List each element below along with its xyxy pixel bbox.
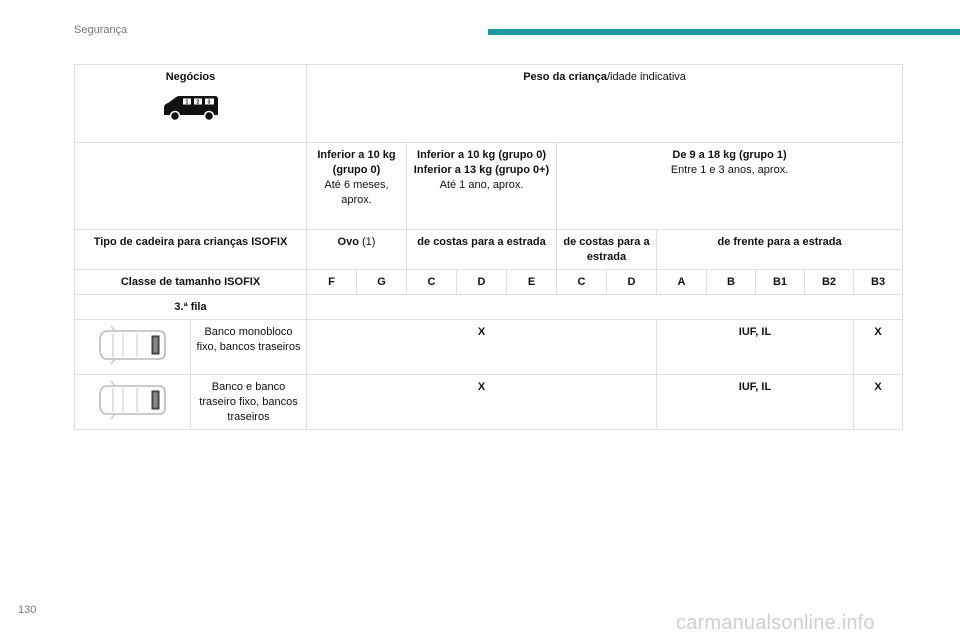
seat-rear-facing-value: X [307, 375, 657, 430]
seat-isofix-value: IUF, IL [657, 375, 854, 430]
weight-group-1-label: De 9 a 18 kg (grupo 1) [672, 149, 787, 161]
svg-text:1: 1 [185, 99, 188, 106]
seat-type-label: Tipo de cadeira para crianças ISOFIX [75, 230, 307, 270]
size-class-cell: D [607, 270, 657, 295]
size-class-label: Classe de tamanho ISOFIX [75, 270, 307, 295]
child-weight-header-rest: /idade indicativa [607, 71, 686, 83]
size-class-cell: B3 [854, 270, 903, 295]
header-accent-bar [488, 29, 960, 35]
size-class-cell: D [457, 270, 507, 295]
vehicle-header-cell [75, 65, 307, 143]
seat-type-forward-facing: de frente para a estrada [657, 230, 903, 270]
car-topview-icon [97, 380, 169, 420]
svg-text:3: 3 [207, 99, 210, 106]
seat-type-ovo: Ovo [337, 236, 359, 248]
size-class-cell: F [307, 270, 357, 295]
size-class-cell: B2 [805, 270, 854, 295]
seat-name-cell: Banco e banco traseiro fixo, bancos traseiros [191, 375, 307, 430]
size-class-cell: B1 [756, 270, 805, 295]
weight-group-0-label: Inferior a 10 kg (grupo 0) [317, 149, 396, 176]
weight-group-1-age: Entre 1 e 3 anos, aprox. [670, 164, 789, 176]
size-class-cell: G [357, 270, 407, 295]
header-title: Segurança [74, 24, 128, 36]
size-class-cell: A [657, 270, 707, 295]
seat-diagram-cell [75, 375, 191, 430]
weight-group-1-cell [557, 143, 903, 230]
car-topview-icon [97, 325, 169, 365]
seat-type-rear-facing-2: de costas para a estrada [557, 230, 657, 270]
child-weight-header-bold: Peso da criança [523, 71, 607, 83]
vehicle-header-label: Negócios [165, 71, 216, 83]
child-weight-header-cell [307, 65, 903, 143]
size-class-cell: B [707, 270, 756, 295]
weight-group-0plus-label-1: Inferior a 10 kg (grupo 0) [417, 149, 546, 161]
seat-isofix-value: IUF, IL [657, 320, 854, 375]
watermark: carmanualsonline.info [676, 612, 875, 634]
page-number: 130 [18, 604, 37, 616]
size-class-cell: E [507, 270, 557, 295]
seat-type-ovo-note: (1) [358, 236, 376, 248]
weight-group-0plus-cell [407, 143, 557, 230]
svg-text:2: 2 [196, 99, 199, 106]
seat-rear-facing-value: X [307, 320, 657, 375]
empty-cell [307, 295, 903, 320]
van-icon [79, 93, 302, 128]
seat-type-rear-facing-1: de costas para a estrada [407, 230, 557, 270]
isofix-table [74, 64, 903, 430]
empty-cell [75, 143, 307, 230]
seat-end-value: X [854, 375, 903, 430]
seat-end-value: X [854, 320, 903, 375]
weight-group-0plus-age: Até 1 ano, aprox. [439, 179, 524, 191]
seat-type-ovo-cell [307, 230, 407, 270]
seat-diagram-cell [75, 320, 191, 375]
row-3-label: 3.ª fila [75, 295, 307, 320]
seat-name-cell: Banco monobloco fixo, bancos traseiros [191, 320, 307, 375]
size-class-cell: C [557, 270, 607, 295]
weight-group-0-age: Até 6 meses, aprox. [324, 179, 389, 206]
weight-group-0plus-label-2: Inferior a 13 kg (grupo 0+) [413, 164, 550, 176]
size-class-cell: C [407, 270, 457, 295]
weight-group-0-cell [307, 143, 407, 230]
